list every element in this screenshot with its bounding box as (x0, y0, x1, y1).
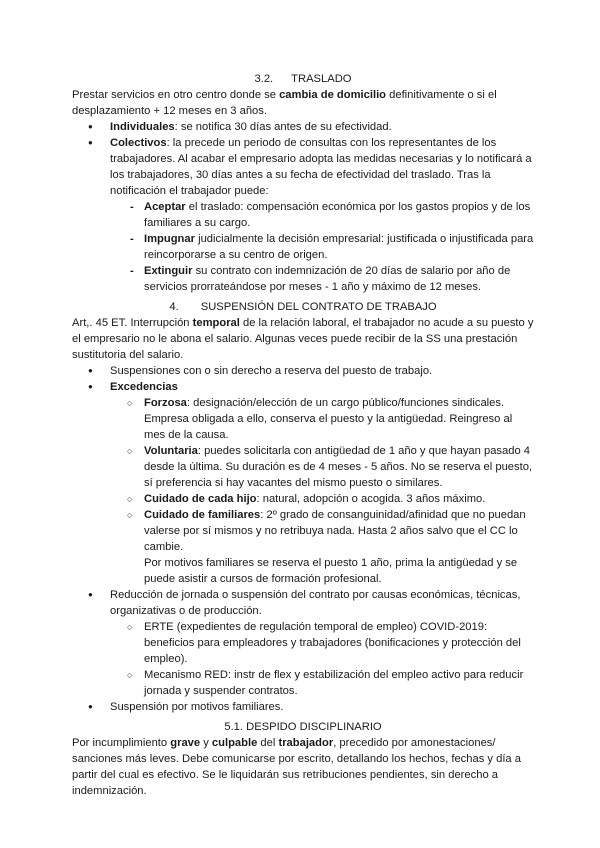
list-item: ● Colectivos: la precede un periodo de consultas con los representantes de los trabajadores. Al acabar el empresario adopta las medidas necesarias y lo notificará a los trabajadores, 30 días antes a su fecha de efectividad del traslado. Tras la notificación el trabajador puede: - Aceptar el traslado: compensación económica por los gastos propios y de los familiares a su cargo. - Impugnar judicialmente la decisión empresarial: justificada o injustificada para reincorporarse a su centro de origen. - Extinguir su contrato con indemnización de 20 días de salario por año de servicios prorrateándose por meses - 1 año y máximo de 12 meses. (72, 135, 534, 295)
section-heading-traslado (72, 71, 534, 87)
list-item: ● Excedencias ○ Forzosa: designación/elección de un cargo público/funciones sindicales. Empresa obligada a ello, conserva el puesto y la antigüedad. Reingreso al mes de la causa. ○ Voluntaria: puedes solicitarla con antigüedad de 1 año y que hayan pasado 4 desde la última. Su duración es de 4 meses - 5 años. No se reserva el puesto, sí preferencia si hay vacantes del mismo puesto o similares. ○ Cuidado de cada hijo: natural, adopción o acogida. 3 años máximo. ○ Cuidado de familiares: 2º grado de consanguinidad/afinidad que no puedan valerse por sí mismos y no retribuya nada. Hasta 2 años salvo que el CC lo cambie. Por motivos familiares se reserva el puesto 1 año, prima la antigüedad y se puede asistir a cursos de formación profesional. (72, 379, 534, 587)
note-familiares: Por motivos familiares se reserva el puesto 1 año, prima la antigüedad y se puede asistir a cursos de formación profesional. (144, 557, 518, 585)
section-title: SUSPENSIÓN DEL CONTRATO DE TRABAJO (200, 301, 437, 313)
paragraph-despido: Por incumplimiento grave y culpable del trabajador, precedido por amonestaciones/ sanciones más leves. Debe comunicarse por escrito, detallando los hechos, fechas y día a partir del cual es efectivo. Se le liquidarán sus retribuciones pendientes, sin derecho a indemnización. (72, 737, 521, 797)
bullet-list-suspension (72, 363, 534, 715)
list-item: ● Reducción de jornada o suspensión del contrato por causas económicas, técnicas, organizativas o de producción. ○ ERTE (expedientes de regulación temporal de empleo) COVID-2019: beneficios para empleadores y trabajadores (bonificaciones y protección del empleo). ○ Mecanismo RED: instr de flex y estabilización del empleo activo para reducir jornada y suspender contratos. (72, 587, 534, 699)
list-item: ○ Forzosa: designación/elección de un cargo público/funciones sindicales. Empresa obligada a ello, conserva el puesto y la antigüedad. Reingreso al mes de la causa. (72, 395, 534, 443)
list-item: - Impugnar judicialmente la decisión empresarial: justificada o injustificada para reincorporarse a su centro de origen. (72, 231, 534, 263)
document-body (72, 71, 534, 799)
circle-list-reduccion (110, 619, 534, 699)
list-item: ○ Voluntaria: puedes solicitarla con antigüedad de 1 año y que hayan pasado 4 desde la última. Su duración es de 4 meses - 5 años. No se reserva el puesto, sí preferencia si hay vacantes del mismo puesto o similares. (72, 443, 534, 491)
list-item: ○ Cuidado de cada hijo: natural, adopción o acogida. 3 años máximo. (72, 491, 534, 507)
dash-list-options (110, 199, 534, 295)
list-item: ○ ERTE (expedientes de regulación temporal de empleo) COVID-2019: beneficios para empleadores y trabajadores (bonificaciones y protección del empleo). (72, 619, 534, 667)
section-title: TRASLADO (291, 73, 352, 85)
section-heading-suspension (72, 299, 534, 315)
list-item: - Aceptar el traslado: compensación económica por los gastos propios y de los familiares a su cargo. (72, 199, 534, 231)
bullet-list-traslado (72, 119, 534, 295)
list-item: ○ Mecanismo RED: instr de flex y estabilización del empleo activo para reducir jornada y suspender contratos. (72, 667, 534, 699)
list-item: ● Suspensiones con o sin derecho a reserva del puesto de trabajo. (72, 363, 534, 379)
list-item: ● Suspensión por motivos familiares. (72, 699, 534, 715)
section-heading-despido: 5.1. DESPIDO DISCIPLINARIO (224, 721, 382, 733)
paragraph-suspension-intro: Art,. 45 ET. Interrupción temporal de la relación laboral, el trabajador no acude a su puesto y el empresario no le abona el salario. Algunas veces puede recibir de la SS una prestación sustitutoria del salario. (72, 317, 534, 361)
list-item: - Extinguir su contrato con indemnización de 20 días de salario por año de servicios prorrateándose por meses - 1 año y máximo de 12 meses. (72, 263, 534, 295)
list-item: ● Individuales: se notifica 30 días antes de su efectividad. (72, 119, 534, 135)
list-item: ○ Cuidado de familiares: 2º grado de consanguinidad/afinidad que no puedan valerse por sí mismos y no retribuya nada. Hasta 2 años salvo que el CC lo cambie. (72, 507, 534, 555)
section-number: 3.2. (254, 73, 274, 85)
section-number: 4. (169, 301, 179, 313)
paragraph-traslado-intro: Prestar servicios en otro centro donde se cambia de domicilio definitivamente o si el desplazamiento + 12 meses en 3 años. (72, 89, 497, 117)
circle-list-excedencias (110, 395, 534, 555)
